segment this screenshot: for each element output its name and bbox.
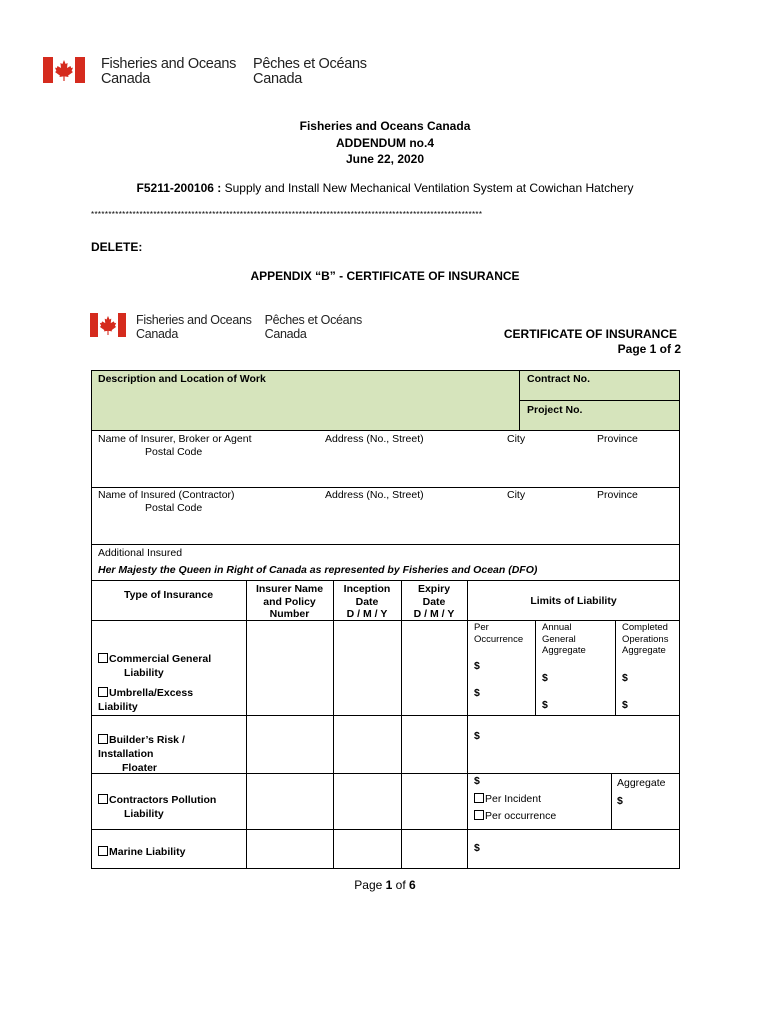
dfo-logo-top <box>43 57 367 87</box>
pollution-checkbox[interactable] <box>98 794 108 804</box>
cgl-per-occurrence-dollar[interactable]: $ <box>474 660 480 672</box>
footer-page-prefix: Page <box>354 878 386 892</box>
marine-checkbox[interactable] <box>98 846 108 856</box>
umbrella-checkbox[interactable] <box>98 687 108 697</box>
cgl-label: Commercial General <box>109 653 212 665</box>
insured-postal-label: Postal Code <box>145 502 203 514</box>
canada-flag-icon <box>90 313 126 337</box>
insurer-address-label: Address (No., Street) <box>325 433 424 445</box>
sub-annual-aggregate <box>542 622 586 657</box>
header-date: June 22, 2020 <box>345 152 425 166</box>
project-no-label: Project No. <box>527 404 583 416</box>
additional-insured-label: Additional Insured <box>98 547 183 559</box>
cgl-checkbox[interactable] <box>98 653 108 663</box>
insured-province-label: Province <box>597 489 638 501</box>
cgl-completed-ops-dollar[interactable]: $ <box>622 672 628 684</box>
page-footer <box>0 878 770 892</box>
col-expiry-date <box>401 583 467 621</box>
marine-dollar[interactable]: $ <box>474 842 480 854</box>
separator-asterisks: ***************************************************************************************************************** <box>91 210 483 219</box>
col-inception-line2: Date <box>355 595 379 608</box>
cgl-label-line2: Liability <box>124 667 164 679</box>
sub-per-line1: Per <box>474 622 489 633</box>
contract-no-label: Contract No. <box>527 373 590 385</box>
description-cell[interactable] <box>91 370 520 431</box>
builders-risk-dollar[interactable]: $ <box>474 730 480 742</box>
sub-completed-line1: Completed <box>622 622 668 633</box>
logo-en-line2: Canada <box>136 327 178 341</box>
logo-en-line2: Canada <box>101 71 150 87</box>
project-no-cell[interactable] <box>519 400 680 431</box>
pollution-label: Contractors Pollution <box>109 794 217 806</box>
builders-label-line3: Floater <box>122 762 158 774</box>
col-insurer-line3: Number <box>269 608 310 620</box>
description-label: Description and Location of Work <box>98 373 266 385</box>
dfo-logo-certificate <box>90 313 362 341</box>
insured-city-label: City <box>507 489 526 501</box>
header-org: Fisheries and Oceans Canada <box>299 119 471 133</box>
certificate-page: Page 1 of 2 <box>617 342 681 356</box>
pollution-label-line2: Liability <box>124 808 164 820</box>
sub-per-occurrence <box>474 622 523 645</box>
umbrella-label: Umbrella/Excess <box>109 687 194 699</box>
builders-risk-checkbox[interactable] <box>98 734 108 744</box>
certificate-title: CERTIFICATE OF INSURANCE <box>503 327 677 341</box>
col-insurer-line2: and Policy <box>263 595 316 608</box>
additional-insured-section[interactable] <box>91 544 680 581</box>
appendix-title: APPENDIX “B” - CERTIFICATE OF INSURANCE <box>250 269 520 283</box>
row-contractors-pollution <box>98 793 216 821</box>
builders-label: Builder’s Risk / <box>109 734 185 746</box>
pollution-dollar[interactable]: $ <box>474 775 480 787</box>
col-inception-line3: D / M / Y <box>346 608 388 620</box>
col-type-of-insurance: Type of Insurance <box>123 589 214 601</box>
sub-annual-line2: General <box>542 633 576 645</box>
umbrella-label-line2: Liability <box>98 701 138 713</box>
row-umbrella-excess <box>98 686 193 714</box>
row-commercial-general-liability <box>98 652 211 680</box>
footer-page-of: of <box>392 878 410 892</box>
col-limits-of-liability: Limits of Liability <box>530 595 617 607</box>
logo-en-line1: Fisheries and Oceans <box>136 313 252 327</box>
col-expiry-line2: Date <box>422 595 446 608</box>
sub-completed-line3: Aggregate <box>622 645 666 656</box>
additional-insured-value: Her Majesty the Queen in Right of Canada as represented by Fisheries and Ocean (DFO) <box>98 564 538 576</box>
umbrella-annual-aggregate-dollar[interactable]: $ <box>542 699 548 711</box>
footer-page-total: 6 <box>409 878 416 892</box>
row-marine-liability <box>98 846 185 858</box>
ref-title: Supply and Install New Mechanical Ventilation System at Cowichan Hatchery <box>224 181 634 195</box>
logo-fr-line2: Canada <box>264 327 307 341</box>
col-inception-date <box>333 583 401 621</box>
header-addendum: ADDENDUM no.4 <box>336 136 434 150</box>
umbrella-per-occurrence-dollar[interactable]: $ <box>474 687 480 699</box>
col-inception-line1: Inception <box>343 583 391 595</box>
insurer-postal-label: Postal Code <box>145 446 203 458</box>
col-expiry-line1: Expiry <box>417 583 451 595</box>
sub-completed-operations <box>622 622 668 657</box>
col-expiry-line3: D / M / Y <box>413 608 455 620</box>
sub-completed-line2: Operations <box>622 633 669 645</box>
pollution-aggregate-label: Aggregate <box>617 777 666 789</box>
col-insurer-policy <box>246 583 333 621</box>
sub-per-line2: Occurrence <box>474 633 524 645</box>
sub-annual-line3: Aggregate <box>542 645 586 656</box>
builders-label-line2: Installation <box>98 748 154 760</box>
row-builders-risk <box>98 733 185 775</box>
ref-number: F5211-200106 : <box>136 181 222 195</box>
contract-no-cell[interactable] <box>519 370 680 401</box>
insurance-table <box>91 580 680 869</box>
header-reference <box>0 181 770 195</box>
cgl-annual-aggregate-dollar[interactable]: $ <box>542 672 548 684</box>
pollution-options <box>474 791 556 825</box>
logo-fr-line2: Canada <box>253 71 303 87</box>
marine-label: Marine Liability <box>109 846 186 858</box>
insured-address-label: Address (No., Street) <box>325 489 424 501</box>
insurer-section[interactable] <box>91 430 680 488</box>
insured-section[interactable] <box>91 487 680 545</box>
logo-fr-line1: Pêches et Océans <box>253 56 367 72</box>
insurer-city-label: City <box>507 433 526 445</box>
col-insurer-line1: Insurer Name <box>255 583 324 595</box>
sub-annual-line1: Annual <box>542 622 572 633</box>
umbrella-completed-ops-dollar[interactable]: $ <box>622 699 628 711</box>
insurer-name-label: Name of Insurer, Broker or Agent <box>98 433 252 445</box>
insured-name-label: Name of Insured (Contractor) <box>98 489 235 501</box>
pollution-aggregate-dollar[interactable]: $ <box>617 795 623 807</box>
delete-label: DELETE: <box>91 240 143 254</box>
insurer-province-label: Province <box>597 433 638 445</box>
per-incident-label: Per Incident <box>485 793 542 805</box>
logo-fr-line1: Pêches et Océans <box>264 313 362 327</box>
logo-en-line1: Fisheries and Oceans <box>101 56 237 72</box>
footer-page-number: 1 <box>385 878 393 892</box>
per-incident-checkbox[interactable] <box>474 793 484 803</box>
per-occurrence-label: Per occurrence <box>485 810 557 822</box>
per-occurrence-checkbox[interactable] <box>474 810 484 820</box>
canada-flag-icon <box>43 57 85 83</box>
